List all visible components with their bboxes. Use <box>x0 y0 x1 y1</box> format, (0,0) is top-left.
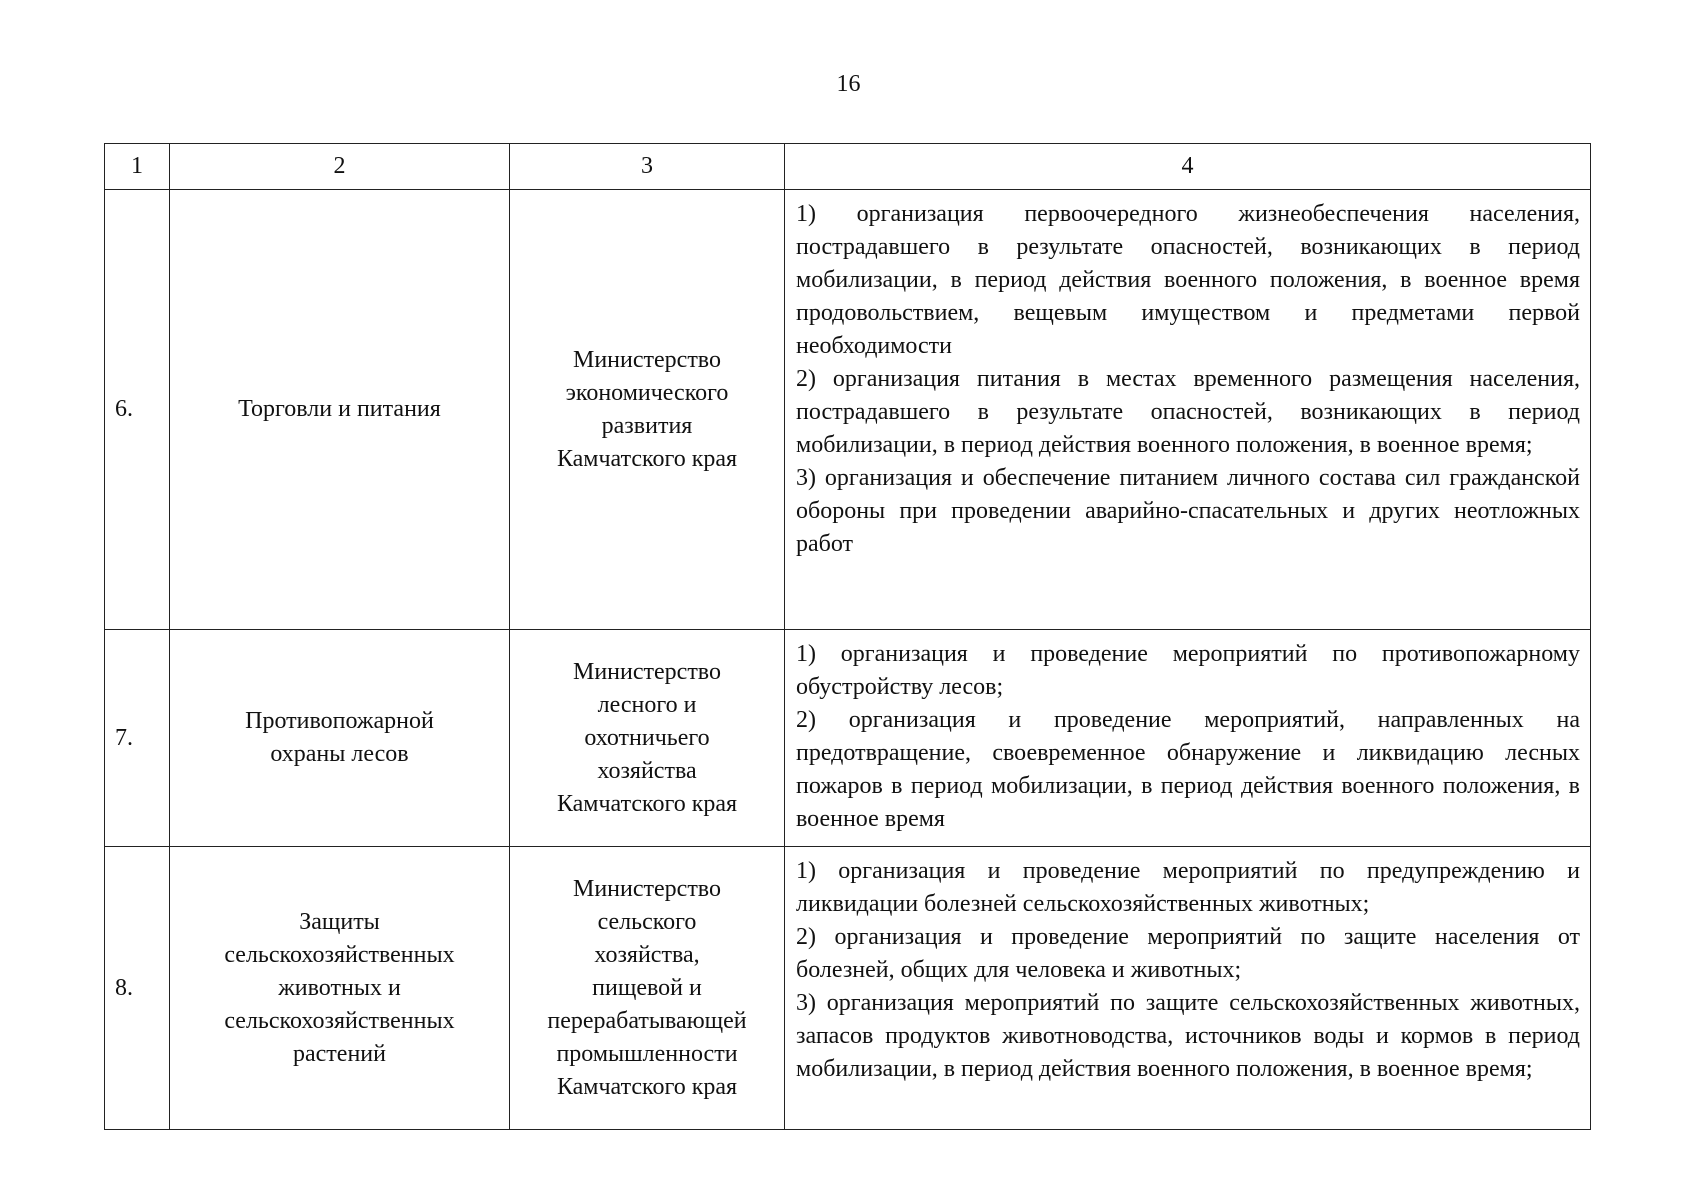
duty-item: 2) организация и проведение мероприятий, направленных на предотвращение, своевременное обнаружение и ликвидацию лесных пожаров в период мобилизации, в период действия военного положения, в военное время <box>796 707 1580 832</box>
responsible-ministry <box>510 847 785 1130</box>
responsible-ministry <box>510 630 785 847</box>
ministry-line: Камчатского края <box>556 445 738 472</box>
service-name-line: сельскохозяйственных <box>224 941 455 968</box>
ministry-line: хозяйства <box>597 757 697 784</box>
responsibilities-table <box>104 143 1591 1130</box>
ministry-line: Министерство <box>573 346 721 373</box>
duties-cell <box>785 847 1591 1130</box>
responsible-ministry <box>510 190 785 630</box>
ministry-line: экономического <box>565 379 729 406</box>
ministry-line: Камчатского края <box>556 1073 738 1100</box>
page-number: 16 <box>836 71 861 97</box>
service-name-line: охраны лесов <box>270 741 409 767</box>
table-header-row <box>105 144 1591 190</box>
ministry-line: Камчатского края <box>556 790 738 817</box>
column-number-3: 3 <box>510 144 785 190</box>
duty-item: 2) организация и проведение мероприятий по защите населения от болезней, общих для человека и животных; <box>796 924 1580 983</box>
column-number-1: 1 <box>105 144 170 190</box>
ministry-line: сельского <box>597 908 697 935</box>
ministry-line: Министерство <box>573 658 721 685</box>
ministry-line: перерабатывающей <box>547 1007 747 1034</box>
service-name-line: Защиты <box>299 908 380 935</box>
service-name <box>170 630 510 847</box>
table-row <box>105 847 1591 1130</box>
service-name-line: сельскохозяйственных <box>224 1007 455 1034</box>
duty-item: 1) организация первоочередного жизнеобеспечения населения, пострадавшего в результате опасностей, возникающих в период мобилизации, в период действия военного положения, в военное время продовольствием, вещевым имуществом и предметами первой необходимости <box>796 201 1580 359</box>
ministry-line: развития <box>601 412 693 439</box>
duty-item: 1) организация и проведение мероприятий по противопожарному обустройству лесов; <box>796 641 1580 700</box>
service-name <box>170 190 510 630</box>
duties-cell <box>785 190 1591 630</box>
table-row <box>105 190 1591 630</box>
duties-cell <box>785 630 1591 847</box>
ministry-line: пищевой и <box>592 974 702 1001</box>
service-name <box>170 847 510 1130</box>
ministry-line: хозяйства, <box>594 941 700 968</box>
ministry-line: лесного и <box>597 691 697 718</box>
column-number-2: 2 <box>170 144 510 190</box>
service-name-line: растений <box>293 1040 386 1067</box>
service-name-line: Торговли и питания <box>238 396 441 422</box>
service-name-line: Противопожарной <box>245 708 434 734</box>
duty-item: 3) организация мероприятий по защите сельскохозяйственных животных, запасов продуктов животноводства, источников воды и кормов в период мобилизации, в период действия военного положения, в военное время; <box>796 990 1580 1082</box>
ministry-line: Министерство <box>573 875 721 902</box>
duty-item: 3) организация и обеспечение питанием личного состава сил гражданской обороны при проведении аварийно-спасательных и других неотложных работ <box>796 465 1580 557</box>
service-name-line: животных и <box>278 974 401 1001</box>
column-number-4: 4 <box>785 144 1591 190</box>
row-number: 7. <box>105 630 170 847</box>
table-row <box>105 630 1591 847</box>
row-number: 8. <box>105 847 170 1130</box>
ministry-line: охотничьего <box>584 724 710 751</box>
duty-item: 1) организация и проведение мероприятий по предупреждению и ликвидации болезней сельскохозяйственных животных; <box>796 858 1580 917</box>
duty-item: 2) организация питания в местах временного размещения населения, пострадавшего в результате опасностей, возникающих в период мобилизации, в период действия военного положения, в военное время; <box>796 366 1580 458</box>
row-number: 6. <box>105 190 170 630</box>
ministry-line: промышленности <box>556 1040 738 1067</box>
